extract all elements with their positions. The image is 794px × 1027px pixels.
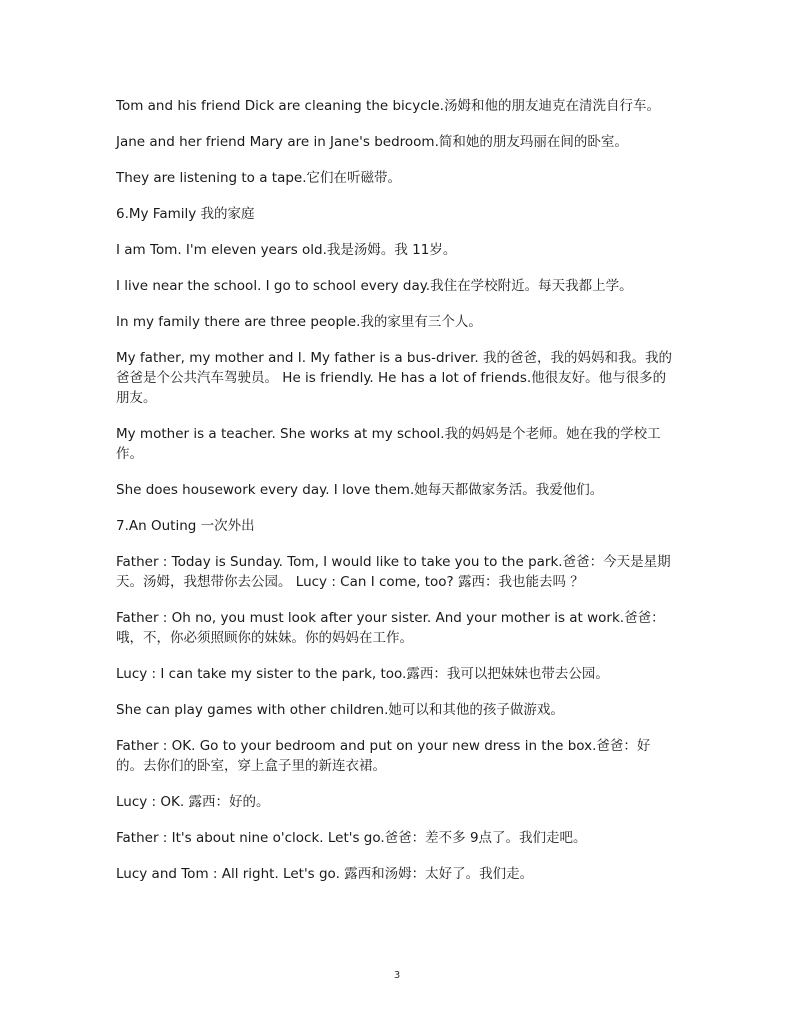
paragraph: Father : Today is Sunday. Tom, I would like to take you to the park.爸爸：今天是星期天。汤姆，我想带你去公园。 Lucy : Can I come, too? 露西：我也能去吗 ？ [116, 554, 671, 590]
page-number: 3 [393, 970, 401, 981]
section-heading-an-outing: 7.An Outing 一次外出 [116, 518, 255, 534]
paragraph: In my family there are three people.我的家里有三个人。 [116, 314, 482, 330]
paragraph: My father, my mother and I. My father is a bus-driver. 我的爸爸，我的妈妈和我。我的爸爸是个公共汽车驾驶员。 He is friendly. He has a lot of friends.他很友好。他与很多的朋友。 [116, 350, 673, 406]
paragraph: Father : Oh no, you must look after your sister. And your mother is at work.爸爸：哦，不，你必须照顾你的妹妹。你的妈妈在工作。 [116, 610, 665, 646]
paragraph: Lucy : OK. 露西：好的。 [116, 794, 270, 810]
paragraph: She can play games with other children.她可以和其他的孩子做游戏。 [116, 702, 564, 718]
paragraph: Lucy : I can take my sister to the park, too.露西：我可以把妹妹也带去公园。 [116, 666, 609, 682]
paragraph: She does housework every day. I love them.她每天都做家务活。我爱他们。 [116, 482, 604, 498]
paragraph: I live near the school. I go to school every day.我住在学校附近。每天我都上学。 [116, 278, 633, 294]
paragraph: Tom and his friend Dick are cleaning the bicycle.汤姆和他的朋友迪克在清洗自行车。 [116, 98, 660, 114]
paragraph: My mother is a teacher. She works at my school.我的妈妈是个老师。她在我的学校工作。 [116, 426, 661, 462]
section-heading-my-family: 6.My Family 我的家庭 [116, 206, 255, 222]
paragraph: I am Tom. I'm eleven years old.我是汤姆。我 11岁。 [116, 242, 457, 258]
paragraph: Jane and her friend Mary are in Jane's bedroom.简和她的朋友玛丽在间的卧室。 [116, 134, 628, 150]
document-body [116, 96, 676, 900]
paragraph: Father : OK. Go to your bedroom and put on your new dress in the box.爸爸：好的。去你们的卧室，穿上盒子里的新连衣裙。 [116, 738, 651, 774]
paragraph: They are listening to a tape.它们在听磁带。 [116, 170, 402, 186]
paragraph: Lucy and Tom : All right. Let's go. 露西和汤姆：太好了。我们走。 [116, 866, 534, 882]
paragraph: Father : It's about nine o'clock. Let's go.爸爸：差不多 9点了。我们走吧。 [116, 830, 587, 846]
